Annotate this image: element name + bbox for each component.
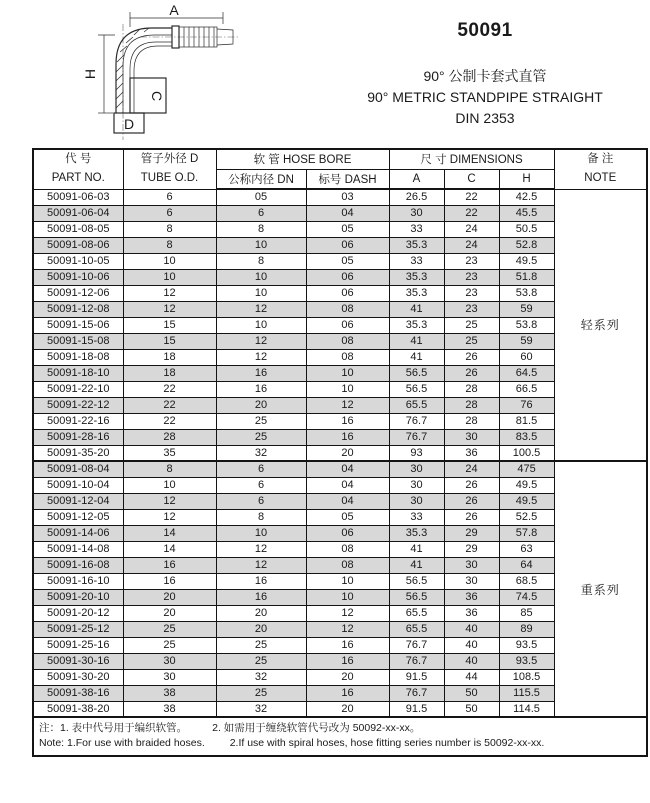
table-cell: 06 <box>306 525 389 541</box>
table-cell: 04 <box>306 477 389 493</box>
table-cell: 25 <box>216 413 306 429</box>
table-cell: 25 <box>216 685 306 701</box>
table-cell: 12 <box>306 621 389 637</box>
table-cell: 51.8 <box>499 269 554 285</box>
footnote-cn-1: 注：1. 表中代号用于编织软管。 <box>39 722 188 734</box>
table-cell: 20 <box>306 669 389 685</box>
footnote-en-1: Note: 1.For use with braided hoses. <box>39 737 205 750</box>
table-cell: 56.5 <box>389 573 444 589</box>
table-cell: 38 <box>123 701 216 717</box>
col-header-note-cn: 备 注 <box>587 153 614 166</box>
table-cell: 33 <box>389 221 444 237</box>
table-cell: 6 <box>216 205 306 221</box>
table-cell: 10 <box>306 365 389 381</box>
table-cell: 93.5 <box>499 637 554 653</box>
table-cell: 04 <box>306 461 389 477</box>
table-cell: 20 <box>216 621 306 637</box>
table-cell: 16 <box>306 413 389 429</box>
table-cell: 35.3 <box>389 269 444 285</box>
table-cell: 53.8 <box>499 285 554 301</box>
col-header-h: H <box>499 169 554 189</box>
table-cell: 89 <box>499 621 554 637</box>
table-cell: 35 <box>123 445 216 461</box>
table-cell: 76.7 <box>389 429 444 445</box>
table-cell: 14 <box>123 541 216 557</box>
table-cell: 57.8 <box>499 525 554 541</box>
table-cell: 44 <box>444 669 499 685</box>
table-cell: 56.5 <box>389 365 444 381</box>
table-cell: 93 <box>389 445 444 461</box>
table-cell: 50091-06-03 <box>33 189 123 205</box>
col-header-note-en: NOTE <box>584 172 617 185</box>
table-cell: 06 <box>306 317 389 333</box>
table-cell: 50091-12-08 <box>33 301 123 317</box>
table-cell: 81.5 <box>499 413 554 429</box>
hatching <box>116 28 149 108</box>
table-cell: 18 <box>123 365 216 381</box>
table-cell: 22 <box>123 397 216 413</box>
table-cell: 20 <box>216 397 306 413</box>
table-cell: 60 <box>499 349 554 365</box>
col-header-a: A <box>389 169 444 189</box>
dimension-table <box>32 148 648 757</box>
table-cell: 6 <box>216 477 306 493</box>
series-note: 重系列 <box>554 461 647 717</box>
table-cell: 08 <box>306 557 389 573</box>
table-cell: 56.5 <box>389 589 444 605</box>
table-cell: 12 <box>216 557 306 573</box>
table-cell: 28 <box>123 429 216 445</box>
table-cell: 68.5 <box>499 573 554 589</box>
table-cell: 76.7 <box>389 413 444 429</box>
table-cell: 50091-22-12 <box>33 397 123 413</box>
table-cell: 20 <box>306 445 389 461</box>
table-cell: 42.5 <box>499 189 554 205</box>
col-header-dn: 公称内径 DN <box>216 169 306 189</box>
table-cell: 85 <box>499 605 554 621</box>
table-cell: 30 <box>123 653 216 669</box>
table-cell: 100.5 <box>499 445 554 461</box>
table-cell: 32 <box>216 445 306 461</box>
table-cell: 10 <box>306 573 389 589</box>
table-cell: 12 <box>216 333 306 349</box>
table-cell: 65.5 <box>389 397 444 413</box>
table-cell: 10 <box>123 269 216 285</box>
table-cell: 91.5 <box>389 701 444 717</box>
table-cell: 35.3 <box>389 237 444 253</box>
table-cell: 12 <box>306 397 389 413</box>
table-cell: 50 <box>444 685 499 701</box>
table-cell: 50091-22-16 <box>33 413 123 429</box>
table-cell: 25 <box>444 317 499 333</box>
table-footnotes <box>33 717 647 756</box>
table-cell: 08 <box>306 349 389 365</box>
table-cell: 28 <box>444 381 499 397</box>
table-cell: 24 <box>444 221 499 237</box>
table-cell: 25 <box>123 637 216 653</box>
table-cell: 32 <box>216 669 306 685</box>
table-body <box>33 189 647 717</box>
table-cell: 30 <box>444 429 499 445</box>
table-cell: 23 <box>444 301 499 317</box>
table-cell: 23 <box>444 269 499 285</box>
col-header-c: C <box>444 169 499 189</box>
table-cell: 05 <box>306 509 389 525</box>
footnote-cn-2: 2. 如需用于缠绕软管代号改为 50092-xx-xx。 <box>212 722 421 734</box>
table-cell: 8 <box>123 237 216 253</box>
table-cell: 6 <box>123 205 216 221</box>
table-cell: 26 <box>444 365 499 381</box>
table-row <box>33 461 647 477</box>
col-header-part-no-cn: 代 号 <box>65 153 92 166</box>
table-cell: 475 <box>499 461 554 477</box>
table-header <box>33 149 647 189</box>
table-cell: 30 <box>389 461 444 477</box>
table-cell: 33 <box>389 509 444 525</box>
table-cell: 83.5 <box>499 429 554 445</box>
table-cell: 10 <box>306 381 389 397</box>
table-cell: 10 <box>216 285 306 301</box>
table-cell: 23 <box>444 253 499 269</box>
footnote-en-2: 2.If use with spiral hoses, hose fitting series number is 50092-xx-xx. <box>229 737 545 750</box>
table-cell: 33 <box>389 253 444 269</box>
table-cell: 8 <box>216 253 306 269</box>
table-cell: 22 <box>444 189 499 205</box>
dim-label-c: C <box>149 90 165 102</box>
table-cell: 20 <box>216 605 306 621</box>
table-cell: 23 <box>444 285 499 301</box>
series-note: 轻系列 <box>554 189 647 461</box>
table-cell: 29 <box>444 525 499 541</box>
table-cell: 59 <box>499 301 554 317</box>
table-cell: 76.7 <box>389 653 444 669</box>
table-cell: 30 <box>444 557 499 573</box>
table-cell: 40 <box>444 653 499 669</box>
table-cell: 50091-20-12 <box>33 605 123 621</box>
table-cell: 16 <box>216 365 306 381</box>
table-cell: 25 <box>216 653 306 669</box>
table-cell: 12 <box>216 301 306 317</box>
table-cell: 05 <box>306 221 389 237</box>
table-cell: 50091-25-16 <box>33 637 123 653</box>
title-block <box>330 20 640 129</box>
table-cell: 30 <box>389 493 444 509</box>
table-cell: 50091-18-10 <box>33 365 123 381</box>
table-cell: 10 <box>306 589 389 605</box>
table-cell: 114.5 <box>499 701 554 717</box>
table-cell: 08 <box>306 333 389 349</box>
table-cell: 16 <box>306 685 389 701</box>
table-cell: 24 <box>444 461 499 477</box>
title-english: 90° METRIC STANDPIPE STRAIGHT <box>367 89 603 105</box>
table-cell: 30 <box>389 205 444 221</box>
table-cell: 20 <box>123 589 216 605</box>
table-cell: 16 <box>306 429 389 445</box>
table-cell: 26 <box>444 349 499 365</box>
table-cell: 30 <box>444 573 499 589</box>
table-cell: 36 <box>444 589 499 605</box>
table-cell: 18 <box>123 349 216 365</box>
table-cell: 50091-10-04 <box>33 477 123 493</box>
col-header-dash: 标号 DASH <box>306 169 389 189</box>
table-cell: 35.3 <box>389 525 444 541</box>
table-cell: 16 <box>306 653 389 669</box>
table-cell: 35.3 <box>389 317 444 333</box>
table-cell: 08 <box>306 541 389 557</box>
table-cell: 50091-14-08 <box>33 541 123 557</box>
table-cell: 40 <box>444 621 499 637</box>
dim-label-h: H <box>82 68 98 80</box>
table-cell: 115.5 <box>499 685 554 701</box>
table-cell: 59 <box>499 333 554 349</box>
table-cell: 45.5 <box>499 205 554 221</box>
table-cell: 12 <box>216 541 306 557</box>
table-cell: 50091-22-10 <box>33 381 123 397</box>
table-cell: 04 <box>306 493 389 509</box>
table-cell: 66.5 <box>499 381 554 397</box>
dim-label-d: D <box>123 116 135 132</box>
table-cell: 22 <box>123 381 216 397</box>
table-cell: 12 <box>123 285 216 301</box>
standard-reference: DIN 2353 <box>455 110 515 126</box>
table-cell: 63 <box>499 541 554 557</box>
table-cell: 49.5 <box>499 477 554 493</box>
col-header-part-no-en: PART NO. <box>51 172 105 185</box>
table-cell: 6 <box>216 461 306 477</box>
table-cell: 50091-08-06 <box>33 237 123 253</box>
table-cell: 03 <box>306 189 389 205</box>
table-cell: 65.5 <box>389 621 444 637</box>
table-cell: 22 <box>123 413 216 429</box>
col-header-tube-od-cn: 管子外径 D <box>140 153 199 166</box>
table-cell: 6 <box>216 493 306 509</box>
table-cell: 32 <box>216 701 306 717</box>
table-cell: 16 <box>216 381 306 397</box>
col-header-tube-od-en: TUBE O.D. <box>140 172 199 185</box>
table-cell: 91.5 <box>389 669 444 685</box>
table-cell: 12 <box>123 509 216 525</box>
table-cell: 08 <box>306 301 389 317</box>
table-cell: 52.8 <box>499 237 554 253</box>
table-cell: 06 <box>306 285 389 301</box>
title-chinese: 90° 公制卡套式直管 <box>423 68 547 84</box>
table-cell: 49.5 <box>499 493 554 509</box>
table-cell: 50091-30-20 <box>33 669 123 685</box>
table-cell: 64 <box>499 557 554 573</box>
table-cell: 50091-12-05 <box>33 509 123 525</box>
table-cell: 10 <box>216 237 306 253</box>
table-cell: 50091-15-08 <box>33 333 123 349</box>
table-cell: 10 <box>123 253 216 269</box>
col-header-part-no <box>33 149 123 189</box>
table-cell: 50091-16-08 <box>33 557 123 573</box>
table-cell: 65.5 <box>389 605 444 621</box>
dim-label-a: A <box>169 2 179 18</box>
table-cell: 28 <box>444 397 499 413</box>
table-cell: 50091-38-20 <box>33 701 123 717</box>
table-cell: 20 <box>306 701 389 717</box>
table-cell: 50091-12-04 <box>33 493 123 509</box>
table-cell: 50091-08-04 <box>33 461 123 477</box>
table-cell: 49.5 <box>499 253 554 269</box>
table-cell: 26 <box>444 493 499 509</box>
table-cell: 6 <box>123 189 216 205</box>
table-cell: 16 <box>306 637 389 653</box>
table-cell: 76.7 <box>389 685 444 701</box>
table-cell: 10 <box>123 477 216 493</box>
table-cell: 16 <box>123 573 216 589</box>
table-cell: 12 <box>123 301 216 317</box>
table-cell: 25 <box>216 429 306 445</box>
table-cell: 36 <box>444 605 499 621</box>
table-cell: 50091-18-08 <box>33 349 123 365</box>
table-cell: 10 <box>216 525 306 541</box>
table-cell: 41 <box>389 301 444 317</box>
table-cell: 22 <box>444 205 499 221</box>
table-cell: 76.7 <box>389 637 444 653</box>
table-cell: 16 <box>123 557 216 573</box>
table-cell: 10 <box>216 317 306 333</box>
table-cell: 50091-06-04 <box>33 205 123 221</box>
table-cell: 14 <box>123 525 216 541</box>
table-cell: 50091-12-06 <box>33 285 123 301</box>
col-header-note <box>554 149 647 189</box>
footnote-chinese <box>39 721 641 736</box>
fitting-drawing <box>68 2 268 147</box>
table-cell: 50 <box>444 701 499 717</box>
table-cell: 10 <box>216 269 306 285</box>
table-cell: 30 <box>389 477 444 493</box>
table-cell: 25 <box>444 333 499 349</box>
table-cell: 05 <box>306 253 389 269</box>
dimension-table-wrap <box>32 148 648 757</box>
table-cell: 8 <box>123 221 216 237</box>
table-cell: 50091-16-10 <box>33 573 123 589</box>
table-cell: 8 <box>216 221 306 237</box>
table-cell: 06 <box>306 237 389 253</box>
table-cell: 35.3 <box>389 285 444 301</box>
table-cell: 25 <box>216 637 306 653</box>
table-cell: 93.5 <box>499 653 554 669</box>
table-cell: 41 <box>389 349 444 365</box>
table-cell: 12 <box>306 605 389 621</box>
table-cell: 50091-10-05 <box>33 253 123 269</box>
table-cell: 41 <box>389 557 444 573</box>
col-header-dimensions: 尺 寸 DIMENSIONS <box>389 149 554 169</box>
table-cell: 8 <box>123 461 216 477</box>
table-cell: 30 <box>123 669 216 685</box>
series-number: 50091 <box>457 20 513 41</box>
footnote-english <box>39 736 641 751</box>
table-cell: 50091-08-05 <box>33 221 123 237</box>
table-cell: 24 <box>444 237 499 253</box>
table-cell: 50091-35-20 <box>33 445 123 461</box>
col-header-hose-bore: 软 管 HOSE BORE <box>216 149 389 169</box>
table-cell: 16 <box>216 573 306 589</box>
table-cell: 36 <box>444 445 499 461</box>
table-cell: 26 <box>444 509 499 525</box>
table-cell: 25 <box>123 621 216 637</box>
table-cell: 52.5 <box>499 509 554 525</box>
table-cell: 06 <box>306 269 389 285</box>
table-cell: 50091-14-06 <box>33 525 123 541</box>
table-cell: 50091-15-06 <box>33 317 123 333</box>
table-cell: 50091-30-16 <box>33 653 123 669</box>
table-cell: 12 <box>123 493 216 509</box>
table-cell: 04 <box>306 205 389 221</box>
table-cell: 15 <box>123 333 216 349</box>
table-cell: 12 <box>216 349 306 365</box>
table-cell: 50091-20-10 <box>33 589 123 605</box>
table-cell: 50091-28-16 <box>33 429 123 445</box>
table-cell: 56.5 <box>389 381 444 397</box>
table-cell: 20 <box>123 605 216 621</box>
table-cell: 74.5 <box>499 589 554 605</box>
table-cell: 26 <box>444 477 499 493</box>
table-cell: 53.8 <box>499 317 554 333</box>
table-cell: 16 <box>216 589 306 605</box>
table-cell: 76 <box>499 397 554 413</box>
table-cell: 41 <box>389 333 444 349</box>
table-cell: 26.5 <box>389 189 444 205</box>
table-cell: 50091-38-16 <box>33 685 123 701</box>
table-cell: 50091-10-06 <box>33 269 123 285</box>
table-cell: 28 <box>444 413 499 429</box>
table-cell: 40 <box>444 637 499 653</box>
table-cell: 50091-25-12 <box>33 621 123 637</box>
table-cell: 8 <box>216 509 306 525</box>
table-cell: 29 <box>444 541 499 557</box>
table-cell: 05 <box>216 189 306 205</box>
table-cell: 50.5 <box>499 221 554 237</box>
table-cell: 38 <box>123 685 216 701</box>
table-cell: 108.5 <box>499 669 554 685</box>
table-cell: 41 <box>389 541 444 557</box>
table-cell: 64.5 <box>499 365 554 381</box>
table-row <box>33 189 647 205</box>
table-cell: 15 <box>123 317 216 333</box>
col-header-tube-od <box>123 149 216 189</box>
